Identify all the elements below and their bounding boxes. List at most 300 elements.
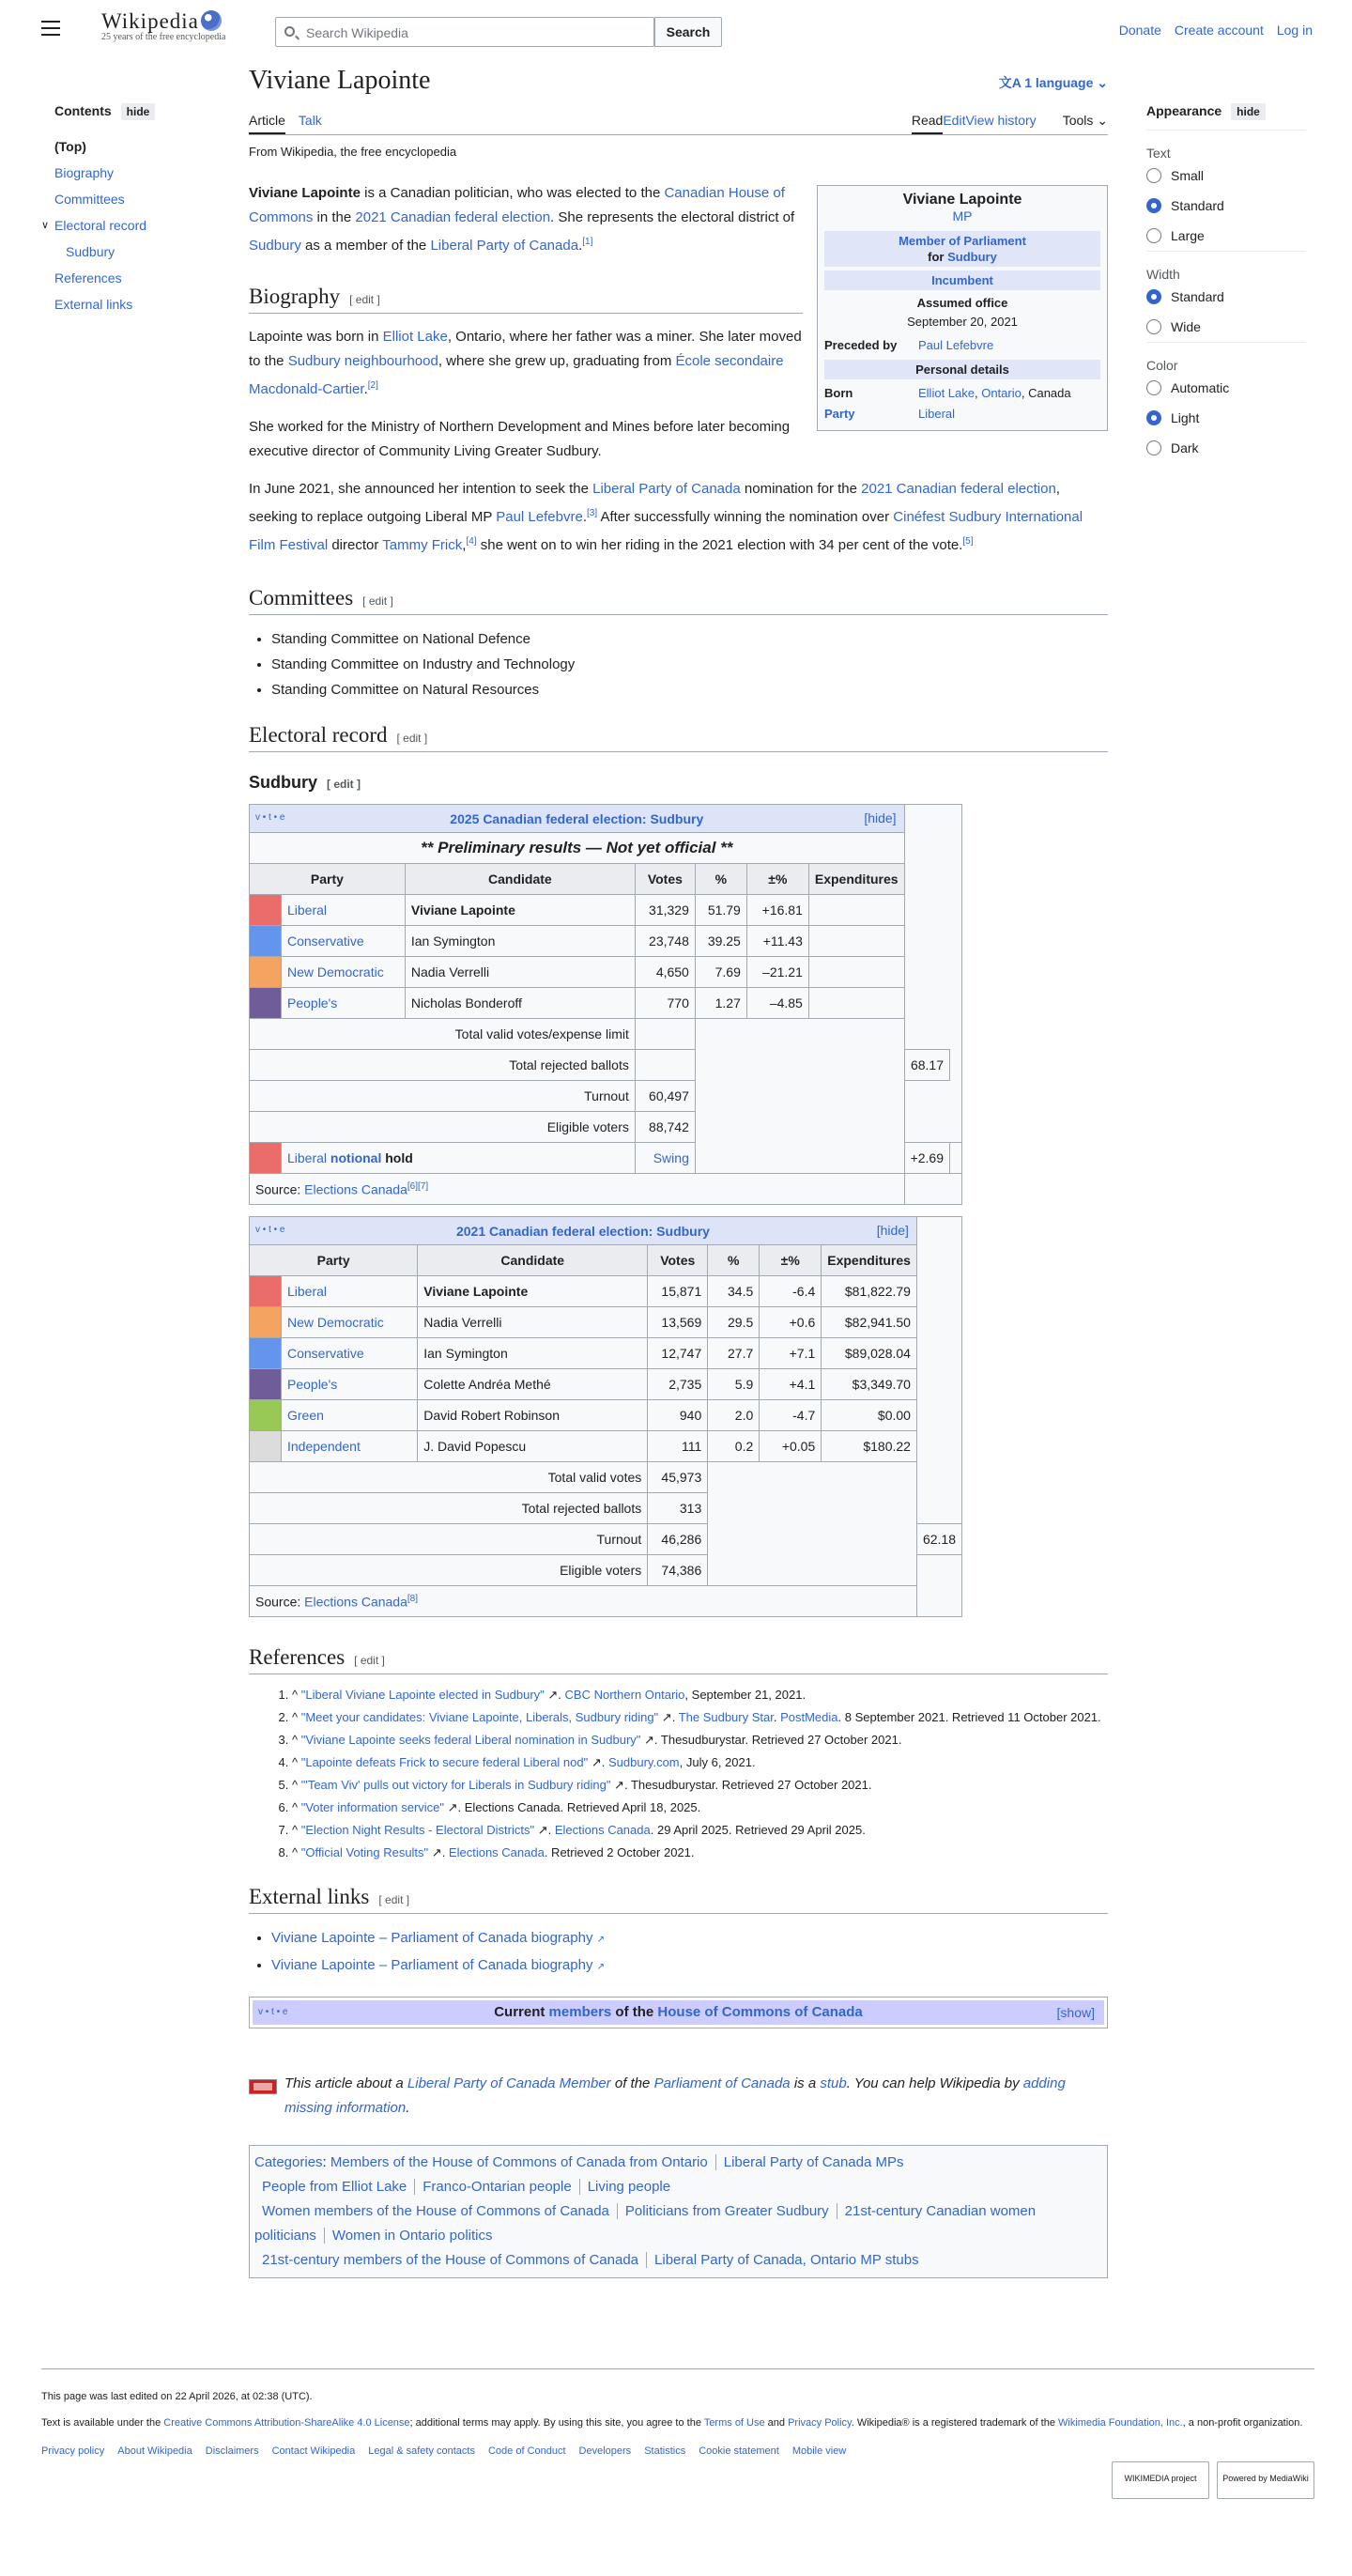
- link[interactable]: Sudbury neighbourhood: [287, 353, 438, 369]
- link[interactable]: House of Commons of Canada: [657, 2004, 863, 2020]
- text: This article about a: [284, 2075, 407, 2091]
- party-link[interactable]: People's: [287, 1377, 338, 1392]
- votes-cell: 940: [648, 1400, 708, 1431]
- link[interactable]: Privacy Policy: [788, 2417, 852, 2429]
- infobox-born-link[interactable]: Elliot Lake: [918, 386, 975, 400]
- site-sub: From Wikipedia, the free encyclopedia: [249, 145, 457, 159]
- text: is a Canadian politician, who was elected to the: [360, 185, 665, 201]
- edit-link[interactable]: [ edit ]: [396, 732, 428, 745]
- text: . Thesudburystar. Retrieved 27 October 2021.: [623, 1778, 872, 1792]
- publisher-link[interactable]: The Sudbury Star: [678, 1710, 774, 1724]
- text: in the: [313, 209, 356, 225]
- cell: [708, 1462, 917, 1586]
- text: , where she grew up, graduating from: [438, 353, 676, 369]
- total-rejected-value: 313: [648, 1493, 708, 1524]
- tab-talk[interactable]: Talk: [298, 113, 322, 128]
- hide-button[interactable]: [hide]: [876, 1223, 909, 1238]
- text: . Wikipedia® is a registered trademark of the: [851, 2417, 1058, 2429]
- party-link[interactable]: Green: [287, 1408, 324, 1423]
- infobox-incumbent-link[interactable]: Incumbent: [931, 273, 993, 287]
- col-change: ±%: [760, 1245, 822, 1276]
- party-link[interactable]: People's: [287, 995, 338, 1010]
- toc-item-committees[interactable]: Committees: [54, 192, 125, 207]
- total-rejected-label: Total rejected ballots: [250, 1050, 636, 1081]
- link[interactable]: Liberal Party of Canada: [430, 238, 579, 254]
- party-color-swatch: [250, 1431, 282, 1462]
- source-label: Source:: [255, 1594, 305, 1610]
- reference-item: [292, 1729, 1108, 1751]
- change-cell: +0.05: [760, 1431, 822, 1462]
- category-link[interactable]: Liberal Party of Canada MPs: [715, 2154, 912, 2170]
- infobox-born-key: Born: [824, 386, 853, 400]
- col-expenditures: Expenditures: [822, 1245, 917, 1276]
- col-expenditures: Expenditures: [808, 864, 904, 895]
- toc-item-sudbury[interactable]: Sudbury: [66, 244, 115, 259]
- votes-cell: 4,650: [635, 957, 695, 988]
- col-votes: Votes: [635, 864, 695, 895]
- expenditure-cell: [808, 988, 904, 1019]
- tab-read[interactable]: Read: [912, 113, 943, 134]
- publisher-link[interactable]: Elections Canada: [448, 1845, 545, 1859]
- col-party: Party: [250, 864, 406, 895]
- user-links: [1106, 23, 1313, 38]
- party-link[interactable]: Liberal: [287, 902, 328, 918]
- pct-cell: 51.79: [695, 895, 746, 926]
- toc-item-electoral-record[interactable]: Electoral record: [54, 218, 147, 233]
- link[interactable]: Terms of Use: [703, 2417, 765, 2429]
- party-link[interactable]: Liberal: [287, 1150, 328, 1165]
- hold-text: hold: [385, 1150, 413, 1165]
- footer-link[interactable]: Developers: [578, 2445, 632, 2457]
- footer-link[interactable]: Contact Wikipedia: [271, 2445, 356, 2457]
- width-standard[interactable]: [1146, 287, 1306, 317]
- reference-item: [292, 1684, 1108, 1706]
- change-cell: -4.7: [760, 1400, 822, 1431]
- heading-text: External links: [249, 1885, 370, 1908]
- pct-cell: 34.5: [708, 1276, 760, 1307]
- width-wide[interactable]: [1146, 317, 1306, 347]
- swing-value: +2.69: [904, 1143, 949, 1174]
- search-icon: [284, 26, 295, 37]
- navbox: [249, 1997, 1108, 2028]
- external-link-icon: ↗: [428, 1845, 442, 1859]
- footer-link[interactable]: Code of Conduct: [487, 2445, 566, 2457]
- source-link[interactable]: Elections Canada: [304, 1181, 407, 1197]
- text: .: [406, 2100, 410, 2116]
- caret-icon[interactable]: ^: [292, 1733, 301, 1747]
- lead-name: Viviane Lapointe: [249, 185, 361, 201]
- reference-link[interactable]: "Viviane Lapointe seeks federal Liberal nomination in Sudbury": [300, 1733, 641, 1747]
- election-title-link[interactable]: 2021 Canadian federal election: Sudbury: [455, 1223, 710, 1239]
- heading-text: Sudbury: [249, 773, 318, 792]
- party-link[interactable]: New Democratic: [287, 964, 384, 979]
- infobox-post-link[interactable]: MP: [952, 208, 973, 224]
- infobox-sudbury-link[interactable]: Sudbury: [947, 250, 997, 264]
- expenditure-cell: [808, 926, 904, 957]
- table-row: [250, 895, 962, 926]
- notional-link[interactable]: notional: [330, 1150, 382, 1165]
- text: Lapointe was born in: [249, 329, 383, 345]
- reference-link[interactable]: "Election Night Results - Electoral Districts": [300, 1823, 535, 1837]
- link[interactable]: stub: [820, 2075, 847, 2091]
- list-item: [271, 1925, 1108, 1952]
- footer-link[interactable]: Mobile view: [791, 2445, 847, 2457]
- category-link[interactable]: Living people: [579, 2179, 678, 2195]
- votes-cell: 13,569: [648, 1307, 708, 1338]
- log-in-link[interactable]: Log in: [1276, 23, 1313, 38]
- color-automatic[interactable]: [1146, 378, 1306, 409]
- text-size-large[interactable]: [1146, 226, 1306, 256]
- last-modified: This page was last edited on 22 April 2026, at 02:38 (UTC).: [41, 2391, 313, 2402]
- edit-link[interactable]: [ edit ]: [378, 1893, 410, 1906]
- text: .: [441, 1845, 449, 1859]
- tab-edit[interactable]: Edit: [943, 113, 966, 128]
- heading-references: [249, 1645, 1108, 1674]
- wikimedia-badge[interactable]: WIKIMEDIA project: [1112, 2461, 1209, 2499]
- change-cell: +16.81: [746, 895, 808, 926]
- party-link[interactable]: New Democratic: [287, 1315, 384, 1330]
- heading-text: Biography: [249, 285, 341, 308]
- external-link[interactable]: Viviane Lapointe – Parliament of Canada biography: [271, 1957, 593, 1973]
- vte-links[interactable]: v • t • e: [255, 1225, 285, 1235]
- create-account-link[interactable]: Create account: [1174, 23, 1264, 38]
- radio-icon: [1146, 168, 1161, 183]
- link[interactable]: Elliot Lake: [382, 329, 448, 345]
- category-link[interactable]: Women in Ontario politics: [324, 2228, 500, 2244]
- candidate-cell: Ian Symington: [418, 1338, 648, 1369]
- footer-link[interactable]: Cookie statement: [699, 2445, 779, 2457]
- globe-icon: [201, 10, 222, 31]
- election-title-link[interactable]: 2025 Canadian federal election: Sudbury: [450, 810, 704, 826]
- search-button[interactable]: Search: [654, 17, 722, 47]
- change-cell: –4.85: [746, 988, 808, 1019]
- donate-link[interactable]: Donate: [1118, 23, 1161, 38]
- footer-link[interactable]: About Wikipedia: [117, 2445, 192, 2457]
- text: Text is available under the: [41, 2417, 164, 2429]
- search-box: [275, 17, 654, 47]
- page-tabs: [249, 107, 1108, 135]
- infobox-office-link[interactable]: Member of Parliament: [899, 234, 1026, 248]
- header: [0, 0, 1352, 62]
- votes-cell: 12,747: [648, 1338, 708, 1369]
- page-title: Viviane Lapointe: [249, 66, 431, 95]
- option-label: Standard: [1171, 198, 1224, 213]
- list-item: [271, 1952, 1108, 1980]
- footer: [41, 2368, 1314, 2483]
- external-link-icon: ↗: [596, 1962, 606, 1972]
- party-link[interactable]: Liberal: [287, 1284, 328, 1299]
- category-link[interactable]: 21st-century Canadian women politicians: [254, 2203, 1037, 2244]
- category-link[interactable]: Politicians from Greater Sudbury: [617, 2203, 837, 2219]
- edit-link[interactable]: [ edit ]: [362, 594, 393, 608]
- text: . Thesudburystar. Retrieved 27 October 2021.: [653, 1733, 902, 1747]
- col-change: ±%: [746, 864, 808, 895]
- party-color-swatch: [250, 1338, 282, 1369]
- pct-cell: 1.27: [695, 988, 746, 1019]
- radio-icon: [1146, 319, 1161, 334]
- option-label: Automatic: [1171, 380, 1230, 395]
- text: and: [764, 2417, 789, 2429]
- party-color-swatch: [250, 957, 282, 988]
- heading-sudbury: [249, 773, 1108, 793]
- heading-text: Committees: [249, 586, 354, 609]
- edit-link[interactable]: [ edit ]: [349, 293, 380, 306]
- reference-link[interactable]: "Voter information service": [300, 1800, 445, 1814]
- list-item: • Standing Committee on Industry and Technology: [271, 652, 1108, 677]
- bio-paragraph-3: In June 2021, she announced her intention to seek the Liberal Party of Canada nomination for the 2021 Canadian federal election, seeking to replace outgoing Liberal MP Paul Lefebvre.[3] After successfully winning the nomination over Cinéfest Sudbury International Film Festival director Tammy Frick,[4] she went on to win her riding in the 2021 election with 34 per cent of the vote.[5]: [249, 481, 1083, 553]
- publisher-link[interactable]: Elections Canada: [554, 1823, 651, 1837]
- category-link[interactable]: 21st-century members of the House of Commons of Canada: [262, 2252, 639, 2268]
- ref-link[interactable]: [1]: [582, 237, 593, 247]
- party-color-swatch: [250, 1400, 282, 1431]
- footer-links: [41, 2443, 1314, 2460]
- ref-link[interactable]: [3]: [586, 508, 598, 518]
- category-link[interactable]: Women members of the House of Commons of Canada: [262, 2203, 609, 2219]
- infobox-party-key[interactable]: Party: [824, 407, 855, 421]
- votes-cell: 770: [635, 988, 695, 1019]
- category-link[interactable]: Franco-Ontarian people: [414, 2179, 578, 2195]
- reference-link[interactable]: "Liberal Viviane Lapointe elected in Sudbury": [300, 1688, 545, 1702]
- reference-item: [292, 1819, 1108, 1842]
- infobox-party-link[interactable]: Liberal: [918, 407, 956, 421]
- text: , July 6, 2021.: [679, 1755, 756, 1769]
- caret-icon[interactable]: ^: [292, 1688, 301, 1702]
- hide-button[interactable]: [hide]: [864, 810, 897, 825]
- language-button[interactable]: 文A 1 language ⌄: [998, 75, 1108, 90]
- votes-cell: 31,329: [635, 895, 695, 926]
- text-size-label: Text: [1146, 146, 1171, 161]
- publisher-link[interactable]: PostMedia: [780, 1710, 838, 1724]
- party-link[interactable]: Independent: [287, 1439, 361, 1454]
- col-candidate: Candidate: [418, 1245, 648, 1276]
- party-color-swatch: [250, 1307, 282, 1338]
- article-content: [249, 58, 1108, 2278]
- link[interactable]: Cinéfest Sudbury International Film Festival: [249, 509, 1083, 553]
- ref-link[interactable]: [6][7]: [407, 1180, 429, 1192]
- toc-item-references[interactable]: References: [54, 270, 122, 285]
- tools-menu[interactable]: Tools ⌄: [1062, 113, 1108, 128]
- candidate-cell: J. David Popescu: [418, 1431, 648, 1462]
- votes-cell: 2,735: [648, 1369, 708, 1400]
- link[interactable]: 2021 Canadian federal election: [861, 481, 1056, 497]
- text: . Elections Canada. Retrieved April 18, 2025.: [457, 1800, 701, 1814]
- change-cell: +7.1: [760, 1338, 822, 1369]
- swing-link[interactable]: Swing: [653, 1150, 689, 1165]
- radio-checked-icon: [1146, 410, 1161, 425]
- party-link[interactable]: Conservative: [287, 933, 364, 949]
- publisher-link[interactable]: Sudbury.com: [608, 1755, 680, 1769]
- heading-committees: [249, 586, 1108, 615]
- link[interactable]: Creative Commons Attribution-ShareAlike 4.0 License: [163, 2417, 410, 2429]
- external-links-list: [271, 1925, 1108, 1980]
- expenditure-cell: $3,349.70: [822, 1369, 917, 1400]
- text: .: [601, 1755, 608, 1769]
- ref-link[interactable]: [2]: [367, 380, 378, 391]
- party-cell: [282, 1307, 418, 1338]
- footer-link[interactable]: Statistics: [644, 2445, 686, 2457]
- radio-icon: [1146, 380, 1161, 395]
- lead-paragraph: [249, 181, 803, 258]
- link[interactable]: Tammy Frick: [382, 537, 463, 553]
- link[interactable]: Paul Lefebvre: [496, 509, 583, 525]
- pct-cell: 5.9: [708, 1369, 760, 1400]
- color-light[interactable]: [1146, 409, 1306, 439]
- link[interactable]: adding missing information: [284, 2075, 1066, 2116]
- party-cell: [282, 1338, 418, 1369]
- link[interactable]: Canadian House of Commons: [249, 185, 785, 225]
- heading-biography: [249, 285, 803, 314]
- option-label: Small: [1171, 168, 1205, 183]
- footer-link[interactable]: Disclaimers: [205, 2445, 259, 2457]
- tab-view-history[interactable]: View history: [965, 113, 1037, 128]
- votes-cell: 15,871: [648, 1276, 708, 1307]
- link[interactable]: Sudbury: [249, 238, 301, 254]
- categories-box: Categories: Members of the House of Commons of Canada from Ontario Liberal Party of Canada MPs People from Elliot Lake Franco-Ontarian people Living people Women members of the House of Commons of Canada Politicians from Greater Sudbury 21st-century Canadian women politicians Women in Ontario politics 21st-century members of the House of Commons of Canada Liberal Party of Canada, Ontario MP stubs: [249, 2145, 1108, 2278]
- caret-icon[interactable]: ^: [292, 1800, 301, 1814]
- text: In June 2021, she announced her intention to seek the: [249, 481, 593, 497]
- text: nomination for the: [740, 481, 862, 497]
- caret-icon[interactable]: ^: [292, 1755, 301, 1769]
- reference-link[interactable]: "Official Voting Results": [300, 1845, 429, 1859]
- chevron-down-icon[interactable]: ∨: [41, 220, 50, 231]
- appearance-hide-button[interactable]: hide: [1231, 103, 1266, 120]
- reference-link[interactable]: "Lapointe defeats Frick to secure federal Liberal nod": [300, 1755, 589, 1769]
- cell: [635, 1050, 695, 1081]
- footer-link[interactable]: Privacy policy: [41, 2445, 105, 2457]
- link[interactable]: École secondaire Macdonald-Cartier: [249, 353, 784, 397]
- party-cell: [282, 895, 406, 926]
- text: , seeking to replace outgoing Liberal MP: [249, 481, 1060, 525]
- ref-link[interactable]: [5]: [962, 536, 974, 547]
- party-color-swatch: [250, 895, 282, 926]
- width-label: Width: [1146, 267, 1180, 282]
- party-color-swatch: [250, 1276, 282, 1307]
- link[interactable]: Parliament of Canada: [653, 2075, 791, 2091]
- infobox-assumed: Assumed office: [916, 296, 1008, 310]
- link[interactable]: Liberal Party of Canada: [592, 481, 741, 497]
- vte-links[interactable]: v • t • e: [258, 2007, 288, 2017]
- toc-item-biography[interactable]: Biography: [54, 165, 115, 180]
- radio-icon: [1146, 440, 1161, 455]
- bio-paragraph-1: [249, 325, 803, 402]
- publisher-link[interactable]: CBC Northern Ontario: [564, 1688, 685, 1702]
- caret-icon[interactable]: ^: [292, 1823, 301, 1837]
- color-dark[interactable]: [1146, 439, 1306, 469]
- caret-icon[interactable]: ^: [292, 1845, 301, 1859]
- heading-external-links: [249, 1885, 1108, 1914]
- text: of the: [611, 2004, 658, 2020]
- party-link[interactable]: Conservative: [287, 1346, 364, 1361]
- cell: [695, 1019, 904, 1174]
- link[interactable]: members: [548, 2004, 612, 2020]
- external-link-icon: ↗: [444, 1800, 458, 1814]
- source-label: Source:: [255, 1181, 305, 1197]
- infobox-assumed-date: September 20, 2021: [907, 315, 1018, 329]
- text: .: [773, 1710, 781, 1724]
- text: , a non-profit organization.: [1182, 2417, 1303, 2429]
- list-item: • Standing Committee on National Defence: [271, 626, 1108, 652]
- bio-paragraph-2: She worked for the Ministry of Northern Development and Mines before later becoming executive director of Community Living Greater Sudbury.: [249, 419, 791, 459]
- category-link[interactable]: People from Elliot Lake: [262, 2179, 407, 2195]
- text-size-small[interactable]: [1146, 166, 1306, 196]
- tab-article[interactable]: Article: [249, 113, 285, 134]
- reference-link[interactable]: "'Team Viv' pulls out victory for Liberals in Sudbury riding": [300, 1778, 611, 1792]
- link[interactable]: 2021 Canadian federal election: [355, 209, 551, 225]
- show-button[interactable]: [show]: [1056, 2005, 1095, 2020]
- ref-link[interactable]: [8]: [407, 1593, 419, 1604]
- party-cell: [282, 1400, 418, 1431]
- change-cell: +0.6: [760, 1307, 822, 1338]
- external-link-icon: ↗: [640, 1733, 654, 1747]
- party-color-swatch: [250, 1143, 282, 1174]
- categories-label[interactable]: Categories: [254, 2154, 323, 2170]
- text: Current: [494, 2004, 549, 2020]
- text: is a: [790, 2075, 821, 2091]
- source-link[interactable]: Elections Canada: [304, 1594, 407, 1610]
- category-link[interactable]: Liberal Party of Canada, Ontario MP stubs: [646, 2252, 927, 2268]
- text-size-standard[interactable]: [1146, 196, 1306, 226]
- edit-link[interactable]: [ edit ]: [327, 778, 361, 791]
- text: . She represents the electoral district of: [550, 209, 795, 225]
- expenditure-cell: [808, 895, 904, 926]
- table-row: [250, 1338, 962, 1369]
- table-row: [250, 1369, 962, 1400]
- pct-cell: 27.7: [708, 1338, 760, 1369]
- text: . Retrieved 2 October 2021.: [544, 1845, 695, 1859]
- infobox-born-text: , Canada: [1021, 386, 1071, 400]
- toc-item-top[interactable]: (Top): [54, 139, 86, 154]
- option-label: Dark: [1171, 440, 1199, 455]
- edit-link[interactable]: [ edit ]: [354, 1654, 385, 1667]
- infobox-ontario-link[interactable]: Ontario: [981, 386, 1022, 400]
- toc-hide-button[interactable]: hide: [121, 103, 156, 120]
- link[interactable]: Liberal Party of Canada Member: [407, 2075, 611, 2091]
- change-cell: +4.1: [760, 1369, 822, 1400]
- reference-link[interactable]: "Meet your candidates: Viviane Lapointe, Liberals, Sudbury riding": [300, 1710, 659, 1724]
- vte-links[interactable]: v • t • e: [255, 812, 285, 823]
- radio-checked-icon: [1146, 198, 1161, 213]
- mediawiki-badge[interactable]: Powered by MediaWiki: [1217, 2461, 1314, 2499]
- cell: [950, 1143, 962, 1174]
- col-pct: %: [708, 1245, 760, 1276]
- caret-icon[interactable]: ^: [292, 1778, 301, 1792]
- source-cell: [250, 1586, 917, 1617]
- election-2021-rows: [250, 1276, 962, 1462]
- table-caption: [250, 1217, 917, 1245]
- toc-item-external-links[interactable]: External links: [54, 297, 133, 312]
- category-link[interactable]: Members of the House of Commons of Canada from Ontario: [330, 2154, 708, 2170]
- main-menu-icon[interactable]: [41, 21, 60, 36]
- text: , September 21, 2021.: [684, 1688, 807, 1702]
- infobox-preceded-link[interactable]: Paul Lefebvre: [918, 338, 994, 352]
- wikipedia-logo[interactable]: [101, 9, 225, 42]
- caret-icon[interactable]: ^: [292, 1710, 301, 1724]
- external-link[interactable]: Viviane Lapointe – Parliament of Canada biography: [271, 1930, 593, 1946]
- translate-icon: 文A: [998, 75, 1025, 90]
- external-link-icon: ↗: [588, 1755, 602, 1769]
- col-votes: Votes: [648, 1245, 708, 1276]
- party-cell: [282, 957, 406, 988]
- turnout-pct: 62.18: [916, 1524, 961, 1555]
- change-cell: +11.43: [746, 926, 808, 957]
- link[interactable]: Wikimedia Foundation, Inc.: [1058, 2417, 1183, 2429]
- footer-link[interactable]: Legal & safety contacts: [368, 2445, 475, 2457]
- infobox-personal: Personal details: [824, 360, 1100, 379]
- ref-link[interactable]: [4]: [466, 536, 477, 547]
- appearance-title: Appearance: [1146, 103, 1222, 118]
- search-input[interactable]: [306, 23, 625, 42]
- cell: [635, 1019, 695, 1050]
